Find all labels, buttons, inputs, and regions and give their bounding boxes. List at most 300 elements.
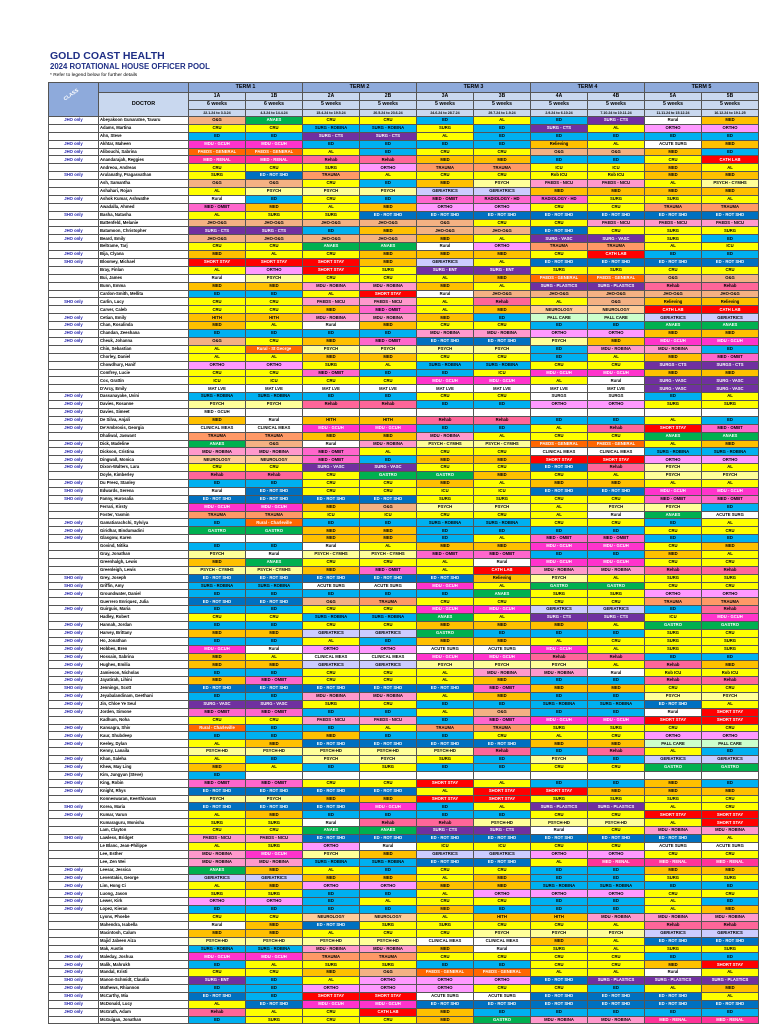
rotation-cell: PAEDS - NICU [588, 219, 645, 227]
rotation-cell: ED [531, 1008, 588, 1016]
roster-row [49, 653, 759, 661]
rotation-cell: SURG - ROBINA [189, 945, 246, 953]
rotation-cell: O&G [189, 337, 246, 345]
rotation-cell: ED [588, 322, 645, 330]
rotation-cell: CRU [531, 764, 588, 772]
rotation-cell: ED - ROT SHD [474, 858, 531, 866]
rotation-cell: CRU [702, 558, 759, 566]
rotation-cell: CLINICAL MEAS [189, 424, 246, 432]
rotation-cell: ED - ROT SHD [531, 227, 588, 235]
class-cell: JHO only [49, 322, 99, 330]
rotation-cell: PSYCH [246, 401, 303, 409]
rotation-cell: ED - ROT SHD [303, 740, 360, 748]
rotation-cell: ED [702, 535, 759, 543]
rotation-cell: CRU [417, 448, 474, 456]
class-cell: SHO only [49, 298, 99, 306]
doctor-name-cell: Lopez, Kieran [99, 906, 189, 914]
class-cell: JHO only [49, 771, 99, 779]
rotation-cell: Rural [417, 290, 474, 298]
class-cell: JHO only [49, 787, 99, 795]
rotation-cell: PSYCH - CYMHS [246, 566, 303, 574]
doctor-name-cell: Beard, Emily [99, 235, 189, 243]
doctor-name-cell: Macintosh, Calum [99, 929, 189, 937]
rotation-cell: GASTRO [645, 622, 702, 630]
term-5-header: TERM 5 [645, 83, 759, 93]
rotation-cell: ED [246, 637, 303, 645]
class-cell: JHO only [49, 708, 99, 716]
rotation-cell: SHORT STAY [417, 795, 474, 803]
rotation-cell: O&G [189, 117, 246, 125]
roster-row [49, 243, 759, 251]
rotation-cell: PSYCH-HD [246, 937, 303, 945]
rotation-cell: ED [417, 961, 474, 969]
doctor-name-cell: Kumaraguru, Monisha [99, 819, 189, 827]
rotation-cell: Rural - St George [246, 345, 303, 353]
rotation-cell: SURG - ROBINA [588, 882, 645, 890]
rotation-cell: SURG [417, 921, 474, 929]
rotation-cell: ED - ROT SHD [588, 487, 645, 495]
rotation-cell: CRU [588, 953, 645, 961]
rotation-cell: ED [531, 527, 588, 535]
rotation-cell: MED - OMBT [360, 566, 417, 574]
rotation-cell: PSYCH - CYMHS [417, 440, 474, 448]
rotation-cell: ED [189, 961, 246, 969]
rotation-cell: CRU [189, 306, 246, 314]
rotation-cell: ED - ROT SHD [189, 803, 246, 811]
rotation-cell: Rural [303, 819, 360, 827]
class-cell: SHO only [49, 582, 99, 590]
rotation-cell: MED [417, 180, 474, 188]
doctor-name-cell: Glasgow, Karen [99, 535, 189, 543]
rotation-cell: ED [702, 416, 759, 424]
class-cell: JHO only [49, 527, 99, 535]
rotation-cell: SURG - ROBINA [474, 519, 531, 527]
rotation-cell: SURG [189, 819, 246, 827]
rotation-cell: PSYCH [645, 472, 702, 480]
doctor-name-cell: Guerrero Enriquez, Julia [99, 598, 189, 606]
rotation-cell: Rehab [702, 566, 759, 574]
term-header-row [49, 83, 759, 93]
rotation-cell: ED [189, 590, 246, 598]
rotation-cell: AL [645, 748, 702, 756]
class-cell [49, 243, 99, 251]
rotation-cell: Rehab [588, 464, 645, 472]
rotation-cell: ACUTE SURG [360, 582, 417, 590]
rotation-cell: CRU [417, 322, 474, 330]
doctor-name-cell: Le Blanc, Jean-Philippe [99, 842, 189, 850]
class-cell: SHO only [49, 172, 99, 180]
rotation-cell: AL [246, 764, 303, 772]
rotation-cell: MED [417, 251, 474, 259]
roster-row [49, 953, 759, 961]
rotation-cell: Rural [246, 645, 303, 653]
roster-row [49, 345, 759, 353]
duration-header: 5 weeks [360, 101, 417, 110]
doctor-name-cell: Cox, Grattin [99, 377, 189, 385]
rotation-cell: PSYCH-HD [303, 937, 360, 945]
rotation-cell: ED - ROT SHD [474, 1000, 531, 1008]
rotation-cell: SURG - CTS [360, 132, 417, 140]
rotation-cell: MED [474, 637, 531, 645]
rotation-cell: ED [417, 527, 474, 535]
rotation-cell: MED - OMBT [246, 677, 303, 685]
doctor-name-cell: Leesar, Jessica [99, 866, 189, 874]
rotation-cell: SURG [189, 172, 246, 180]
rotation-cell: SHORT STAY [645, 811, 702, 819]
rotation-cell: MED [360, 227, 417, 235]
rotation-cell: CRU [246, 827, 303, 835]
roster-row [49, 921, 759, 929]
class-cell [49, 937, 99, 945]
rotation-cell: ED [531, 156, 588, 164]
roster-row [49, 164, 759, 172]
rotation-cell: CRU [531, 961, 588, 969]
rotation-cell: SURG - PLASTICS [588, 282, 645, 290]
rotation-cell: ANAES [303, 827, 360, 835]
class-cell: JHO only [49, 677, 99, 685]
rotation-cell: NEUROLOGY [303, 913, 360, 921]
rotation-cell: CRU [702, 629, 759, 637]
rotation-cell: SURG - CTS [531, 614, 588, 622]
doctor-name-cell: Adams, Martina [99, 124, 189, 132]
rotation-cell: SHORT STAY [645, 424, 702, 432]
rotation-cell: CRU [417, 898, 474, 906]
roster-row [49, 890, 759, 898]
rotation-cell: AL [474, 117, 531, 125]
rotation-cell: CRU [246, 369, 303, 377]
rotation-cell: AL [474, 535, 531, 543]
rotation-cell: CRU [645, 850, 702, 858]
rotation-cell: ED [531, 898, 588, 906]
rotation-cell: MED [474, 274, 531, 282]
class-cell: SHO only [49, 835, 99, 843]
rotation-cell: HITH [474, 913, 531, 921]
rotation-cell: AL [702, 550, 759, 558]
roster-row [49, 298, 759, 306]
rotation-cell: AL [360, 724, 417, 732]
rotation-cell: CRU [531, 495, 588, 503]
rotation-cell: SURG - CTS [588, 117, 645, 125]
class-cell [49, 345, 99, 353]
rotation-cell: AL [645, 898, 702, 906]
rotation-cell: ED [645, 519, 702, 527]
rotation-cell: ED [360, 148, 417, 156]
doctor-name-cell: Kaur, Shubdeep [99, 732, 189, 740]
rotation-cell: SURG - CTS [303, 132, 360, 140]
rotation-cell: AL [702, 835, 759, 843]
rotation-cell: ED [360, 330, 417, 338]
rotation-cell: TRAUMA [645, 598, 702, 606]
document-header [50, 50, 750, 79]
rotation-cell: Rehab [645, 282, 702, 290]
rotation-cell: CRU [189, 164, 246, 172]
rotation-cell: ORTHO [474, 977, 531, 985]
doctor-name-cell: Leventakis, George [99, 874, 189, 882]
doctor-name-cell: Cardon-Smith, Mellita [99, 290, 189, 298]
rotation-cell: MED - OMBT [246, 708, 303, 716]
doctor-name-cell: Davies, Simeet [99, 408, 189, 416]
rotation-cell: ED [588, 756, 645, 764]
roster-row [49, 614, 759, 622]
class-cell: JHO only [49, 464, 99, 472]
rotation-cell: ACUTE SURG [645, 842, 702, 850]
roster-row [49, 645, 759, 653]
rotation-cell: ED [303, 724, 360, 732]
doctor-name-cell: Chowdhury, Hanif [99, 361, 189, 369]
rotation-cell: Rural [303, 440, 360, 448]
rotation-cell: CATH LAB [702, 306, 759, 314]
rotation-cell: ED - ROT SHD [531, 835, 588, 843]
rotation-cell: CRU [531, 811, 588, 819]
rotation-cell: GERIATRICS [702, 929, 759, 937]
rotation-cell: MED [189, 764, 246, 772]
rotation-cell: PSYCH-HD [531, 819, 588, 827]
rotation-cell: MDU - ROBINA [189, 858, 246, 866]
rotation-cell: ED [588, 708, 645, 716]
rotation-cell: CRU [474, 921, 531, 929]
rotation-cell: ED [645, 393, 702, 401]
date-range-header: 20.5.24 to 23.6.24 [360, 109, 417, 117]
class-cell: JHO only [49, 700, 99, 708]
rotation-cell: Rehab [303, 401, 360, 409]
roster-row [49, 850, 759, 858]
rotation-cell: TRAUMA [246, 511, 303, 519]
rotation-cell: PALL CARE [702, 740, 759, 748]
rotation-cell: JHO-O&G [474, 290, 531, 298]
roster-row [49, 337, 759, 345]
rotation-cell: AL [531, 969, 588, 977]
rotation-cell: JHO-O&G [189, 235, 246, 243]
duration-header: 5 weeks [702, 101, 759, 110]
rotation-cell: MED [189, 416, 246, 424]
class-cell: JHO only [49, 590, 99, 598]
rotation-cell: MED [474, 882, 531, 890]
rotation-cell: SURG - VASC [531, 235, 588, 243]
rotation-cell: ED [303, 140, 360, 148]
rotation-cell: ED [303, 890, 360, 898]
rotation-cell: ED [645, 132, 702, 140]
rotation-cell: Rural [531, 827, 588, 835]
rotation-cell: GASTRO [189, 527, 246, 535]
rotation-cell: ED [645, 535, 702, 543]
rotation-cell: CRU [417, 598, 474, 606]
roster-row [49, 582, 759, 590]
rotation-cell: ED - ROT SHD [417, 574, 474, 582]
rotation-cell: PSYCH [645, 464, 702, 472]
class-cell: JHO only [49, 337, 99, 345]
rotation-header: 3B [474, 92, 531, 101]
rotation-cell: MED [474, 306, 531, 314]
doctor-name-cell: Korea, Maria [99, 803, 189, 811]
class-cell [49, 598, 99, 606]
duration-header: 5 weeks [474, 101, 531, 110]
rotation-cell: CRU [303, 479, 360, 487]
roster-row [49, 669, 759, 677]
rotation-cell: MDU - ROBINA [303, 282, 360, 290]
rotation-cell: MED [474, 874, 531, 882]
roster-row [49, 527, 759, 535]
rotation-cell: SURGS [588, 393, 645, 401]
rotation-cell: ED [531, 353, 588, 361]
rotation-cell: CLINICAL MEAS [588, 448, 645, 456]
rotation-cell: PAEDS - NICU [588, 180, 645, 188]
rotation-cell: CRU [588, 732, 645, 740]
doctor-name-cell: Ash, Samantha [99, 180, 189, 188]
rotation-cell: MED - OMBT [645, 495, 702, 503]
roster-row [49, 574, 759, 582]
rotation-cell: CRU [702, 685, 759, 693]
rotation-cell: MED - OMBT [474, 550, 531, 558]
rotation-cell [246, 771, 303, 779]
rotation-cell: ED [189, 984, 246, 992]
rotation-cell: CRU [474, 464, 531, 472]
doctor-name-cell: Cheuk, Johanna [99, 337, 189, 345]
rotation-cell: MDU - ROBINA [588, 566, 645, 574]
rotation-cell: ED [702, 132, 759, 140]
rotation-cell: CRU [303, 1008, 360, 1016]
rotation-cell: MED [303, 503, 360, 511]
roster-row [49, 598, 759, 606]
class-cell [49, 819, 99, 827]
rotation-cell: GERIATRICS [474, 188, 531, 196]
rotation-cell: SURG - ROBINA [189, 393, 246, 401]
rotation-cell: Rehab [588, 748, 645, 756]
class-cell: JHO only [49, 479, 99, 487]
rotation-cell: SURG - ROBINA [189, 582, 246, 590]
rotation-cell: GASTRO [702, 622, 759, 630]
doctor-name-cell: Lee, Esther [99, 850, 189, 858]
rotation-cell: GERIATRICS [189, 874, 246, 882]
rotation-cell: SURGS [531, 393, 588, 401]
rotation-cell: ICU [189, 377, 246, 385]
rotation-cell: SURG [303, 700, 360, 708]
rotation-cell: CRU [246, 337, 303, 345]
class-cell: SHO only [49, 487, 99, 495]
rotation-cell: ORTHO [702, 590, 759, 598]
rotation-cell: AL [189, 345, 246, 353]
rotation-cell: ORTHO [588, 330, 645, 338]
rotation-cell: ED [417, 140, 474, 148]
rotation-cell: CRU [189, 913, 246, 921]
rotation-cell: CRU [474, 511, 531, 519]
rotation-cell: Rehab [474, 748, 531, 756]
rotation-cell: JHO-O&G [246, 235, 303, 243]
rotation-cell: MED [360, 203, 417, 211]
rotation-cell: MDU - GCUH [588, 558, 645, 566]
doctor-name-cell: Anandarajah, Reggies [99, 156, 189, 164]
duration-header: 6 weeks [189, 101, 246, 110]
rotation-cell: HITH [360, 416, 417, 424]
rotation-cell: ED [246, 479, 303, 487]
rotation-cell [531, 408, 588, 416]
rotation-cell: Rehab [702, 921, 759, 929]
rotation-cell: ED - ROT SHD [246, 495, 303, 503]
rotation-cell: MDU - GCUH [702, 487, 759, 495]
rotation-cell: ED [303, 764, 360, 772]
doctor-name-cell: Du Preez, Stanley [99, 479, 189, 487]
rotation-cell: AL [189, 188, 246, 196]
roster-row [49, 700, 759, 708]
rotation-cell: PAEDS - NICU [303, 298, 360, 306]
rotation-cell: AL [702, 992, 759, 1000]
rotation-cell: MED [474, 156, 531, 164]
rotation-cell: Rural [189, 195, 246, 203]
roster-row [49, 535, 759, 543]
rotation-cell: AL [303, 866, 360, 874]
roster-row [49, 235, 759, 243]
rotation-cell: MDU - ROBINA [417, 432, 474, 440]
rotation-cell: MDU - ROBINA [417, 330, 474, 338]
rotation-cell: PAEDS - NICU [189, 835, 246, 843]
rotation-cell: MED [645, 961, 702, 969]
rotation-cell: ED [588, 874, 645, 882]
rotation-cell: MDU - ROBINA [246, 858, 303, 866]
rotation-cell: ED [303, 227, 360, 235]
rotation-cell: MED [645, 172, 702, 180]
rotation-cell: MED [189, 558, 246, 566]
doctor-name-cell: Dixon-Walters, Lara [99, 464, 189, 472]
rotation-cell: MED - OMBT [189, 779, 246, 787]
rotation-cell: MED [360, 259, 417, 267]
rotation-cell: CRU [303, 117, 360, 125]
rotation-cell: CRU [702, 803, 759, 811]
rotation-cell: ANAES [702, 432, 759, 440]
doctor-name-cell: Lee, Zen Wei [99, 858, 189, 866]
rotation-cell: AL [474, 282, 531, 290]
rotation-cell: GERIATRICS [417, 259, 474, 267]
roster-row [49, 330, 759, 338]
rotation-cell: GERIATRICS [360, 629, 417, 637]
rotation-cell: Rehab [645, 661, 702, 669]
rotation-cell: ED [360, 906, 417, 914]
rotation-cell: TRAUMA [588, 243, 645, 251]
class-cell: JHO only [49, 637, 99, 645]
roster-row [49, 945, 759, 953]
rotation-cell: AL [645, 819, 702, 827]
roster-row [49, 724, 759, 732]
rotation-cell: MED [417, 235, 474, 243]
rotation-cell: MDU - GCUH [303, 424, 360, 432]
rotation-cell: MDU - GCUH [360, 803, 417, 811]
rotation-cell: ED - ROT SHD [417, 337, 474, 345]
class-cell: JHO only [49, 724, 99, 732]
rotation-cell: ORTHO [303, 645, 360, 653]
rotation-cell: MED - OMBT [303, 448, 360, 456]
rotation-cell: MED [474, 622, 531, 630]
rotation-cell: GASTRO [474, 1016, 531, 1024]
rotation-cell: AL [303, 929, 360, 937]
doctor-name-cell: Dick, Madeline [99, 440, 189, 448]
rotation-cell: CRU [645, 558, 702, 566]
roster-row [49, 756, 759, 764]
rotation-cell: AL [588, 472, 645, 480]
rotation-cell: AL [303, 290, 360, 298]
rotation-cell: AL [702, 519, 759, 527]
rotation-cell: Rehab [531, 653, 588, 661]
rotation-cell: ED - ROT SHD [189, 598, 246, 606]
rotation-cell: ICU [246, 377, 303, 385]
rotation-cell: SURG [645, 401, 702, 409]
rotation-cell: CRU [189, 969, 246, 977]
roster-row [49, 511, 759, 519]
rotation-cell: PSYCH - CYMHS [474, 440, 531, 448]
rotation-cell: AL [303, 203, 360, 211]
doctor-name-cell: Knight, Rhys [99, 787, 189, 795]
roster-row [49, 740, 759, 748]
rotation-cell: MED [417, 945, 474, 953]
rotation-cell: SURG [645, 629, 702, 637]
rotation-cell: MDU - ROBINA [588, 345, 645, 353]
